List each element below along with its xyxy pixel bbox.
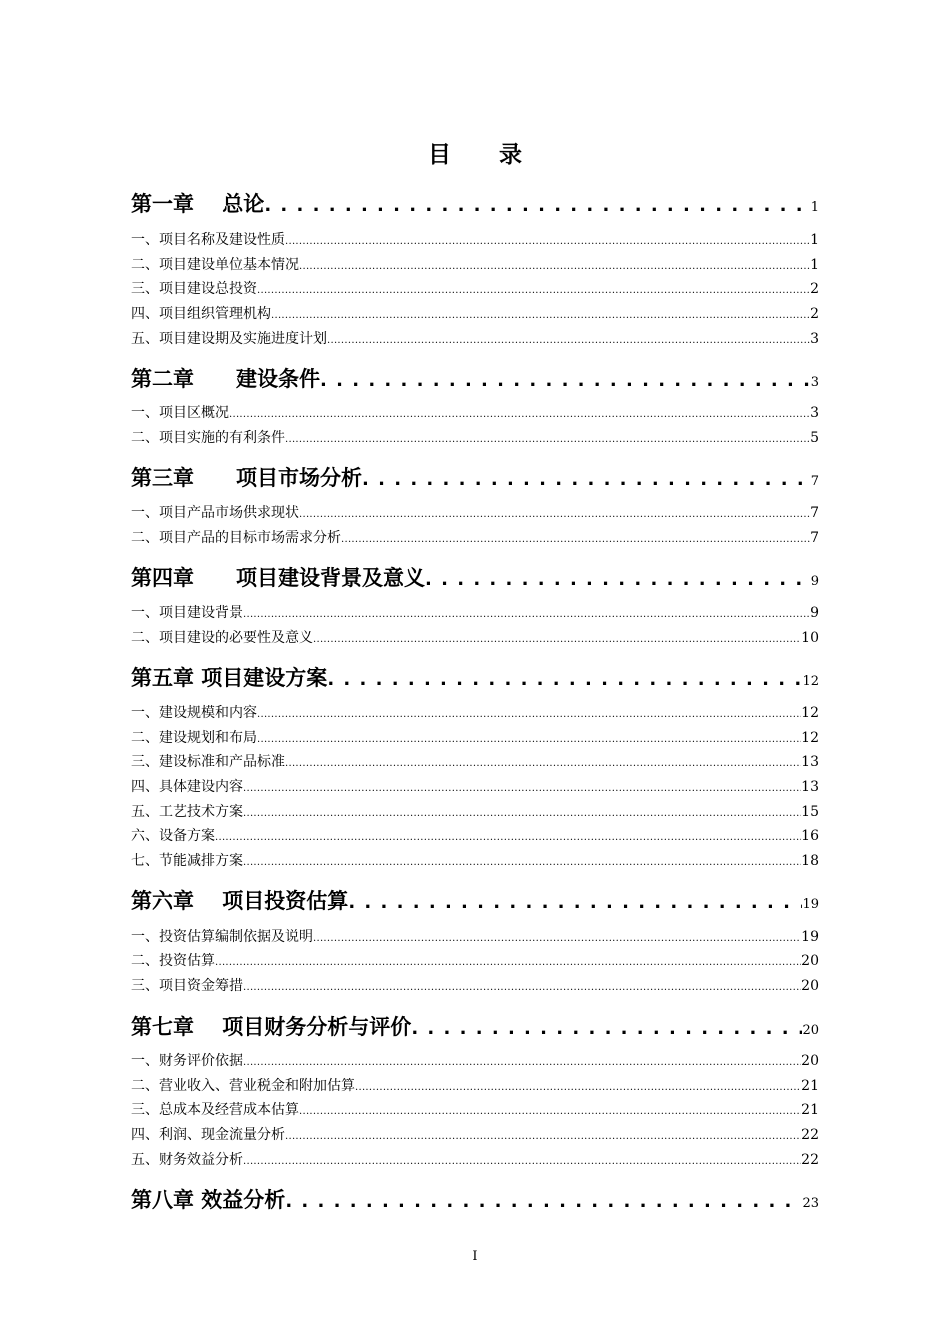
section-title: 二、投资估算: [131, 953, 215, 969]
section-page-number: 5: [810, 430, 819, 446]
section-page-number: 22: [801, 1127, 819, 1143]
dot-leader: [243, 804, 801, 820]
chapter-page-number: 1: [810, 200, 819, 215]
dot-leader: [271, 306, 810, 322]
chapter-page-number: 3: [810, 375, 819, 390]
dot-leader: [341, 530, 810, 546]
toc-chapter[interactable]: [131, 363, 819, 393]
toc-section[interactable]: [131, 825, 819, 845]
dot-leader: [285, 232, 810, 248]
section-title: 二、项目建设的必要性及意义: [131, 630, 313, 646]
section-title: 四、利润、现金流量分析: [131, 1127, 285, 1143]
section-page-number: 7: [810, 505, 819, 521]
section-page-number: 12: [801, 730, 819, 746]
toc-section[interactable]: [131, 1050, 819, 1070]
toc-section[interactable]: [131, 751, 819, 771]
section-title: 五、财务效益分析: [131, 1152, 243, 1168]
section-title: 四、项目组织管理机构: [131, 306, 271, 322]
dot-leader: [348, 889, 802, 913]
dot-leader: [257, 730, 801, 746]
chapter-title: 第四章 项目建设背景及意义: [131, 566, 425, 590]
section-title: 一、项目名称及建设性质: [131, 232, 285, 248]
toc-section[interactable]: [131, 402, 819, 422]
dot-leader: [299, 1102, 801, 1118]
section-page-number: 20: [801, 953, 819, 969]
dot-leader: [285, 1188, 802, 1212]
section-page-number: 3: [810, 331, 819, 347]
section-page-number: 22: [801, 1152, 819, 1168]
section-page-number: 10: [801, 630, 819, 646]
dot-leader: [313, 929, 801, 945]
chapter-page-number: 9: [810, 574, 819, 589]
chapter-title: 第五章 项目建设方案: [131, 666, 328, 690]
toc-section[interactable]: [131, 278, 819, 298]
chapter-page-number: 19: [802, 897, 819, 912]
section-page-number: 16: [801, 828, 819, 844]
section-title: 二、项目实施的有利条件: [131, 430, 285, 446]
section-title: 五、工艺技术方案: [131, 804, 243, 820]
section-page-number: 9: [810, 605, 819, 621]
section-page-number: 21: [801, 1078, 819, 1094]
toc-section[interactable]: [131, 702, 819, 722]
footer-page-number: I: [472, 1249, 478, 1264]
toc-chapter[interactable]: [131, 662, 819, 692]
dot-leader: [313, 630, 801, 646]
dot-leader: [285, 430, 810, 446]
section-page-number: 20: [801, 1053, 819, 1069]
chapter-page-number: 7: [810, 474, 819, 489]
section-title: 二、项目建设单位基本情况: [131, 257, 299, 273]
section-title: 七、节能减排方案: [131, 853, 243, 869]
section-title: 三、建设标准和产品标准: [131, 754, 285, 770]
section-page-number: 18: [801, 853, 819, 869]
section-page-number: 2: [810, 281, 819, 297]
toc-section[interactable]: [131, 1124, 819, 1144]
toc-section[interactable]: [131, 926, 819, 946]
toc-section[interactable]: [131, 801, 819, 821]
toc-section[interactable]: [131, 254, 819, 274]
chapter-title: 第三章 项目市场分析: [131, 466, 362, 490]
toc-section[interactable]: [131, 776, 819, 796]
section-title: 一、投资估算编制依据及说明: [131, 929, 313, 945]
chapter-page-number: 12: [802, 674, 819, 689]
dot-leader: [320, 367, 811, 391]
section-page-number: 13: [801, 754, 819, 770]
section-page-number: 20: [801, 978, 819, 994]
chapter-title: 第一章 总论: [131, 192, 265, 216]
section-title: 一、项目建设背景: [131, 605, 243, 621]
chapter-page-number: 20: [802, 1023, 819, 1038]
toc-section[interactable]: [131, 950, 819, 970]
section-page-number: 15: [801, 804, 819, 820]
dot-leader: [264, 192, 810, 216]
toc-section[interactable]: [131, 1149, 819, 1169]
section-title: 一、建设规模和内容: [131, 705, 257, 721]
dot-leader: [299, 505, 810, 521]
page-title: 目 录: [427, 142, 542, 168]
dot-leader: [285, 1127, 801, 1143]
toc-section[interactable]: [131, 627, 819, 647]
section-title: 二、建设规划和布局: [131, 730, 257, 746]
dot-leader: [243, 779, 801, 795]
dot-leader: [327, 666, 802, 690]
toc-section[interactable]: [131, 303, 819, 323]
section-title: 三、项目资金筹措: [131, 978, 243, 994]
section-title: 五、项目建设期及实施进度计划: [131, 331, 327, 347]
chapter-title: 第八章 效益分析: [131, 1188, 286, 1212]
dot-leader: [243, 605, 810, 621]
section-title: 三、总成本及经营成本估算: [131, 1102, 299, 1118]
dot-leader: [257, 281, 810, 297]
dot-leader: [243, 853, 801, 869]
dot-leader: [243, 1053, 801, 1069]
dot-leader: [285, 754, 801, 770]
toc-section[interactable]: [131, 850, 819, 870]
toc-section[interactable]: [131, 427, 819, 447]
toc-section[interactable]: [131, 727, 819, 747]
toc-section[interactable]: [131, 527, 819, 547]
dot-leader: [355, 1078, 801, 1094]
toc-chapter[interactable]: [131, 1011, 819, 1041]
section-title: 一、项目区概况: [131, 405, 229, 421]
chapter-title: 第七章 项目财务分析与评价: [131, 1015, 412, 1039]
section-page-number: 3: [810, 405, 819, 421]
dot-leader: [229, 405, 810, 421]
dot-leader: [257, 705, 801, 721]
section-title: 一、项目产品市场供求现状: [131, 505, 299, 521]
toc-section[interactable]: [131, 229, 819, 249]
section-title: 二、营业收入、营业税金和附加估算: [131, 1078, 355, 1094]
toc-chapter[interactable]: [131, 462, 819, 492]
toc-chapter[interactable]: [131, 188, 819, 218]
dot-leader: [299, 257, 810, 273]
section-title: 三、项目建设总投资: [131, 281, 257, 297]
dot-leader: [327, 331, 810, 347]
dot-leader: [215, 828, 801, 844]
toc-section[interactable]: [131, 502, 819, 522]
dot-leader: [425, 566, 811, 590]
section-page-number: 2: [810, 306, 819, 322]
section-page-number: 7: [810, 530, 819, 546]
section-page-number: 21: [801, 1102, 819, 1118]
section-page-number: 19: [801, 929, 819, 945]
toc-chapter[interactable]: [131, 885, 819, 915]
dot-leader: [411, 1015, 802, 1039]
dot-leader: [362, 466, 811, 490]
section-title: 二、项目产品的目标市场需求分析: [131, 530, 341, 546]
dot-leader: [243, 978, 801, 994]
section-title: 六、设备方案: [131, 828, 215, 844]
section-title: 一、财务评价依据: [131, 1053, 243, 1069]
toc-chapter[interactable]: [131, 1184, 819, 1214]
toc-section[interactable]: [131, 975, 819, 995]
section-page-number: 13: [801, 779, 819, 795]
toc-section[interactable]: [131, 602, 819, 622]
toc-chapter[interactable]: [131, 562, 819, 592]
section-title: 四、具体建设内容: [131, 779, 243, 795]
chapter-title: 第二章 建设条件: [131, 367, 320, 391]
chapter-page-number: 23: [802, 1196, 819, 1211]
dot-leader: [215, 953, 801, 969]
section-page-number: 1: [810, 257, 819, 273]
chapter-title: 第六章 项目投资估算: [131, 889, 349, 913]
dot-leader: [243, 1152, 801, 1168]
toc-section[interactable]: [131, 1075, 819, 1095]
section-page-number: 12: [801, 705, 819, 721]
toc-section[interactable]: [131, 1099, 819, 1119]
section-page-number: 1: [810, 232, 819, 248]
toc-section[interactable]: [131, 328, 819, 348]
